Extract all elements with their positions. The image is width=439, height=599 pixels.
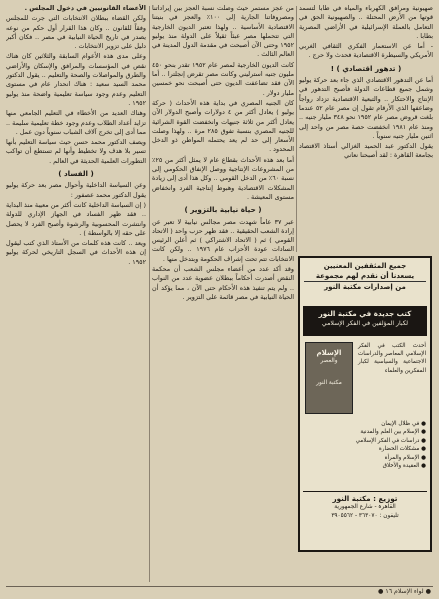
ad-header-line: من إصدارات مكتبة النور bbox=[304, 281, 426, 293]
paragraph: كان الجنيه المصري في بداية هذه الأحداث ( حركة يوليو ) يعادل أكثر من ٤ دولارات وأصبح الدولار الآن يعادل أكثر من ثلاثة جنيهات وانخفضت القوة الشرائية للجنيه المصري بنسبة تفوق ٢٨٥ مرة .. ولهذا وصلت الأسعار إلى حد لم يعد يحتمله المواطن ذو الدخل المحدود . bbox=[152, 98, 294, 154]
paragraph: كانت الديون الخارجية لمصر عام ١٩٥٢ تقدر بنحو ٤٥٠ مليون جنيه استرليني وكانت مصر تقرض إنجلترا .. أما الآن فقد تضاعفت الديون حتى أصبحت نحو خمسين مليار دولار . bbox=[152, 60, 294, 97]
list-item: ● دراسات في الفكر الإسلامي bbox=[355, 437, 426, 444]
advertisement-box bbox=[298, 256, 432, 552]
distributor-phone: تليفون : ٣٦٣٠٧٠ - ٣٩٠٥٥٦٢ bbox=[331, 512, 399, 519]
paragraph: وهناك العديد من الأخطاء في التعليم الجامعي منها تزايد أعداد الطلاب وعدم وجود خطة تعليمية سليمة .. مما أدى إلى تخرج آلاف الشباب سنوياً دون عمل . bbox=[6, 109, 146, 136]
ad-header-line: يسعدنا أن نقدم لهم مجموعة bbox=[315, 271, 415, 280]
list-item: ● مشكلات الحضارة bbox=[378, 446, 426, 453]
book-title: الإسلام bbox=[316, 349, 342, 357]
article-column-middle bbox=[152, 4, 294, 584]
section-heading: ( حياة نيابية بالتزوير ) bbox=[184, 205, 262, 215]
ad-header bbox=[304, 262, 426, 304]
paragraph: يقول الدكتور عبد الحميد الغزالي أستاذ الاقتصاد بجامعة القاهرة : لقد أصبحنا نعاني bbox=[299, 142, 433, 160]
book-author: مكتبة النور bbox=[316, 380, 342, 386]
paragraph: أما عن التدهور الاقتصادي الذي جاء بعد حركة يوليو وشمل جميع قطاعات الدولة فأصبح التدهور في الإنتاج والاحتكار .. والتبعية الاقتصادية تزداد رواجاً وضاعفها الذي الأرقام تقول إن مصر عام ٥٢ عندما بلغت قروض مصر عام ١٩٥٢ نحو ٣٤٨ مليار جنيه .. ومنذ عام ١٩٨١ انخفضت حصة مصر من واحد إلى اثنين مليار جنيه سنوياً . bbox=[299, 76, 433, 140]
section-heading: الأعضاء القانونيين في دخول المجلس . bbox=[24, 4, 146, 12]
paragraph: ( إن السياسة الداخلية كانت أكثر من معيبة منذ البداية .. فقد ظهر الفساد في الجهاز الإداري للدولة وانتشرت المحسوبية والرشوة وأصبح الفرد لا يحصل على حقه إلا بالواسطة ) . bbox=[6, 200, 146, 237]
ad-distribution-footer bbox=[303, 491, 427, 547]
list-item: ● في ظلال الإيمان bbox=[381, 421, 426, 427]
article-column-left bbox=[6, 4, 146, 584]
distributor-label: توزيع : مكتبة النور bbox=[332, 494, 398, 503]
column-divider bbox=[296, 6, 297, 252]
ad-band-title: كتب جديدة في مكتبة النور bbox=[318, 309, 412, 318]
ad-header-line: جميع المثقفين المعنيين bbox=[323, 262, 407, 270]
ad-description: أحدث الكتب في الفكر الإسلامي المعاصر والدراسات الاجتماعية والسياسية لكبار المفكرين والعلماء bbox=[358, 343, 426, 374]
list-item: ● الإسلام والمرأة bbox=[384, 454, 426, 461]
book-cover-image bbox=[305, 342, 353, 414]
paragraph: ولكن القضاء ببطلان الانتخابات التي جرت للمجلس وفقاً للقانون .. وكان هذا القرار أول حكم من نوعه يصدر في تاريخ الحياة النيابية في مصر .. فكان أكبر دليل على تزوير الانتخابات . bbox=[6, 14, 146, 51]
paragraph: أما بعد هذه الأحداث بقطاع عام لا يمثل أكثر من ٢٥٪ من المشروعات الإنتاجية ووصل الإنفاق الحكومي إلى نسبة ٦٠٪ من الدخل القومي .. وكل هذا أدى إلى زيادة المشكلات الاقتصادية وهبوط إنتاجية الفرد وانخفاض مستوى المعيشة . bbox=[152, 155, 294, 201]
ad-title-band bbox=[303, 306, 427, 336]
list-item: ● الإسلام بين العلم والمدنية bbox=[360, 429, 426, 436]
book-subtitle: والعصر bbox=[320, 358, 338, 364]
ad-book-list bbox=[305, 420, 426, 470]
paragraph: من عجز مستمر حيث وصلت نسبة العجز بين إيراداتنا ومصروفاتنا الجارية إلى ١٠٠٪ والعجز في بنيتنا الاقتصادية الأساسية .. ولهذا تعتبر الديون الخارجية التي تتحملها مصر عبئاً ثقيلاً على الدولة منذ يوليو ١٩٥٢ وحتى الآن أصبحت في مقدمة الدول المدينة في العالم الثالث . bbox=[152, 4, 294, 59]
distributor-address: القاهرة - شارع الجمهورية bbox=[334, 504, 396, 511]
paragraph: صهيونية ومرافق الكهرباء والمياه في طابا لتسمد قوتها من الأرض المحتلة .. والصهيونية الحق في التعامل بالعملة الإسرائيلية في الأراضي المصرية بطابا . bbox=[299, 4, 433, 40]
paragraph: وعن السياسة الداخلية وأحوال مصر بعد حركة يوليو يقول الدكتور محمد عصفور : bbox=[6, 181, 146, 199]
paragraph: ويعد .. كانت هذه كلمات من الأستاذ الذي كتب ليقول إن هذه الأحداث في السجل التاريخي لحركة يوليو ١٩٥٢ . bbox=[6, 239, 146, 266]
section-heading: ( تدهور اقتصادي ) ! bbox=[330, 63, 402, 73]
paragraph: عبر ٣٧ عاماً شهدت مصر مجالس نيابية لا تعبر عن إرادة الشعب الحقيقية .. فقد ظهر حزب واحد ( الاتحاد القومي ) ثم ( الاتحاد الاشتراكي ) ثم أعلن الرئيس السادات عودة الأحزاب عام ١٩٧٦ .. ولكن كانت الانتخابات تتم تحت إشراف الحكومة وبتدخل منها . bbox=[152, 217, 294, 263]
section-heading: ( الفساد ) bbox=[58, 169, 94, 179]
paragraph: - أما عن الاستعمار الفكري الثقافي الغربي الأمريكي والسيطرة الاقتصادية فحدث ولا حرج . bbox=[299, 42, 433, 60]
footer-rule bbox=[6, 586, 433, 587]
paragraph: ويصف الدكتور محمد حسن حيث سياسة التعليم بأنها تسير بلا هدف ولا تخطيط وأنها لم تستطع أن تواكب التطورات العلمية الحديثة في العالم . bbox=[6, 138, 146, 165]
list-item: ● العقيدة والأخلاق bbox=[382, 463, 426, 470]
ad-band-subtitle: لكبار المؤلفين في الفكر الإسلامي bbox=[321, 320, 409, 327]
column-divider bbox=[149, 6, 150, 582]
paragraph: وعلى مدى هذه الأعوام السابقة والثلاثين كان هناك نقص في المؤسسات والمرافق والإسكان والأراضي والطرق والمواصلات والصحة والتعليم .. يقول الدكتور محمد السيد سعيد : هناك انحدار عام في مستوى التعليم وعدم وجود سياسة تعليمية واضحة منذ يوليو ١٩٥٢ . bbox=[6, 52, 146, 107]
page-footer-label: ● لواء الإسلام ١٦ ● bbox=[378, 588, 431, 595]
paragraph: وقد أكد عدد من أعضاء مجلس الشعب أن محكمة النقض أصدرت أحكاماً ببطلان عضوية عدد من النواب .. ولم يتم تنفيذ هذه الأحكام حتى الآن ، مما يؤكد أن الحياة النيابية في مصر قائمة على التزوير . bbox=[152, 265, 294, 301]
